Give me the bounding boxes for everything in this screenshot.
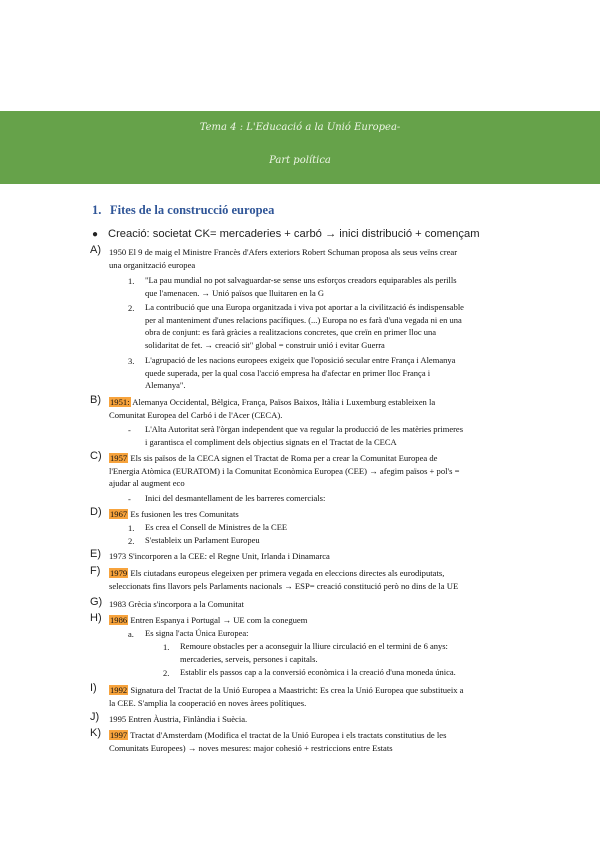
list-number: 2. [163, 668, 170, 678]
item-j-text: 1995 Entren Àustria, Finlàndia i Suècia. [109, 714, 248, 724]
item-a-line: 1950 El 9 de maig el Ministre Francès d'Afers exteriors Robert Schuman proposa als seus veïns crear [109, 247, 458, 257]
section-title: Fites de la construcció europea [110, 203, 275, 217]
item-letter-k: K) [90, 727, 101, 739]
item-h-sub-a: Es signa l'acta Única Europea: [145, 628, 249, 638]
item-i-line: Signatura del Tractat de la Unió Europea a Maastricht: Es crea la Unió Europea que substitueix a [128, 685, 464, 695]
item-k-line: Tractat d'Amsterdam (Modifica el tractat de la Unió Europea i els tractats constitutius de les [128, 730, 447, 740]
item-e-text: 1973 S'incorporen a la CEE: el Regne Unit, Irlanda i Dinamarca [109, 551, 330, 561]
item-letter-g: G) [90, 596, 103, 608]
item-c-line: Els sis països de la CECA signen el Tractat de Roma per a crear la Comunitat Europea de [128, 453, 438, 463]
item-a-sub-2 [145, 301, 529, 351]
item-f-line: Els ciutadans europeus elegeixen per primera vegada en eleccions directes als eurodiputats, [128, 568, 445, 578]
year-highlight: 1967 [110, 509, 128, 519]
sub-line: "La pau mundial no pot salvaguardar-se sense uns esforços creadors equiparables als perills [145, 275, 457, 285]
year-highlight: 1992 [110, 685, 128, 695]
sub-line: L'Alta Autoritat serà l'òrgan independent que va regular la producció de les matèries primeres [145, 424, 463, 434]
sub-line: Remoure obstacles per a aconseguir la lliure circulació en el termini de 6 anys: [180, 641, 448, 651]
sub-line: obra de conjunt: es farà gràcies a realitzacions concretes, que creïn en primer lloc una [145, 327, 436, 338]
item-c-line: l'Energia Atòmica (EURATOM) i la Comunitat Econòmica Europea (CEE) → afegim països + pol's = [109, 465, 460, 476]
banner-subtitle: Part política [269, 155, 331, 166]
item-a-line: una organització europea [109, 259, 196, 270]
year-highlight: 1951: [110, 397, 130, 407]
title-banner [0, 111, 600, 184]
item-a-text [109, 246, 529, 271]
item-b-dash [145, 423, 529, 448]
sub-line: L'agrupació de les nacions europees exigeix que l'oposició secular entre França i Alemanya [145, 355, 456, 365]
list-letter: a. [128, 629, 134, 639]
item-c-line: ajudar al augment eco [109, 478, 185, 489]
list-number: 2. [128, 536, 135, 546]
list-number: 1. [128, 276, 135, 286]
bullet-dot-icon: ● [92, 229, 99, 240]
item-i-text [109, 684, 529, 709]
list-number: 1. [163, 642, 170, 652]
item-c-text [109, 452, 529, 490]
list-number: 3. [128, 356, 135, 366]
item-letter-e: E) [90, 548, 101, 560]
item-letter-j: J) [90, 711, 100, 723]
item-d-sub-1: Es crea el Consell de Ministres de la CEE [145, 522, 288, 532]
intro-bullet [92, 228, 480, 240]
item-a-sub-3 [145, 354, 529, 392]
sub-line: i garantisca el compliment dels objectius signats en el Tractat de la CECA [145, 436, 397, 447]
section-number: 1. [92, 203, 102, 217]
item-d-line: Es fusionen les tres Comunitats [128, 509, 239, 519]
item-f-text [109, 567, 529, 592]
item-a-sub-1 [145, 274, 529, 299]
item-b-line: Alemanya Occidental, Bèlgica, França, Països Baixos, Itàlia i Luxemburg estableixen la [130, 397, 436, 407]
item-letter-i: I) [90, 682, 97, 694]
year-highlight: 1957 [110, 453, 128, 463]
item-k-text [109, 729, 529, 754]
sub-line: La contribució que una Europa organitzada i viva pot aportar a la civilització és indispensable [145, 302, 464, 312]
sub-line: Alemanya". [145, 380, 186, 391]
intro-bullet-text: Creació: societat CK= mercaderies + carbó → inici distribució + començam [108, 228, 480, 240]
item-letter-c: C) [90, 450, 102, 462]
item-letter-f: F) [90, 565, 101, 577]
item-letter-a: A) [90, 244, 101, 256]
item-k-line: Comunitats Europees) → noves mesures: major cohesió + restriccions entre Estats [109, 742, 393, 753]
year-highlight: 1986 [110, 615, 128, 625]
dash-marker: - [128, 425, 131, 435]
section-heading [92, 203, 274, 218]
item-letter-d: D) [90, 506, 102, 518]
item-h-sub-2: Establir els passos cap a la conversió econòmica i la creació d'una moneda única. [180, 667, 456, 677]
list-number: 1. [128, 523, 135, 533]
item-h-text [109, 614, 529, 627]
item-b-text [109, 396, 529, 421]
item-d-text [109, 508, 529, 521]
item-f-line: seleccionats fins llavors pels Parlaments nacionals → ESP= creació constitució però no dins de la UE [109, 580, 459, 591]
item-b-line: Comunitat Europea del Carbó i de l'Acer (CECA). [109, 409, 283, 420]
item-letter-b: B) [90, 394, 101, 406]
item-c-dash: Inici del desmantellament de les barreres comercials: [145, 493, 326, 503]
sub-line: solidaritat de fet. → creació sit" global = construir unió i evitar Guerra [145, 339, 385, 350]
item-g-text: 1983 Grècia s'incorpora a la Comunitat [109, 599, 244, 609]
sub-line: que l'amenacen. → Unió països que lluitaren en la G [145, 287, 325, 298]
item-d-sub-2: S'estableix un Parlament Europeu [145, 535, 260, 545]
item-h-line: Entren Espanya i Portugal → UE com la coneguem [128, 615, 308, 625]
item-letter-h: H) [90, 612, 102, 624]
year-highlight: 1997 [110, 730, 128, 740]
list-number: 2. [128, 303, 135, 313]
item-i-line: la CEE. S'amplia la cooperació en noves àrees polítiques. [109, 697, 307, 708]
item-h-sub-1 [180, 640, 529, 665]
banner-title: Tema 4 : L'Educació a la Unió Europea- [199, 122, 401, 133]
sub-line: quede superada, per la qual cosa l'acció empresa ha d'afectar en primer lloc França i [145, 367, 431, 378]
year-highlight: 1979 [110, 568, 128, 578]
sub-line: per al manteniment d'unes relacions pacífiques. (...) Europa no es farà d'una vegada ni en una [145, 314, 462, 325]
sub-line: mercaderies, serveis, persones i capitals. [180, 653, 318, 664]
dash-marker: - [128, 494, 131, 504]
